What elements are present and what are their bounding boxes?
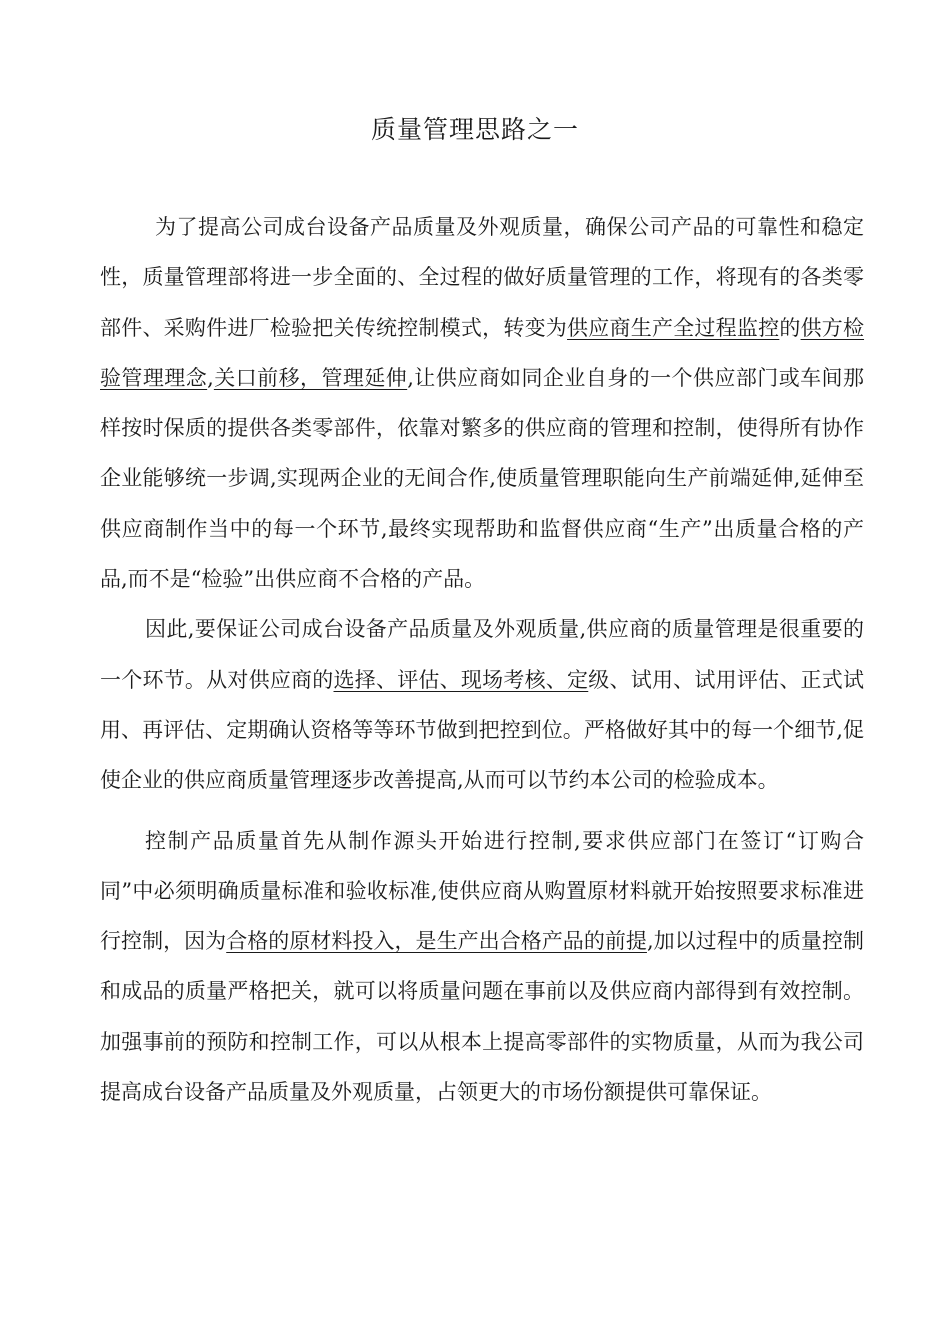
- underlined-phrase: 合格的原材料投入，是生产出合格产品的前提: [226, 929, 647, 954]
- underlined-phrase: 关口前移，管理延伸: [213, 365, 408, 390]
- paragraph-text: ,加以过程中的质量控制和成品的质量严格把关，就可以将质量问题在事前以及供应商内部得到有效控制。加强事前的预防和控制工作，可以从根本上提高零部件的实物质量，从而为我公司提高成台设备产品质量及外观质量，占领更大的市场份额提供可靠保证。: [100, 929, 864, 1105]
- paragraph-text: 的: [779, 315, 801, 340]
- paragraph-text: 级、试用、试用评估、正式试用、再评估、定期确认资格等等环节做到把控到位。严格做好其中的每一个细节,促使企业的供应商质量管理逐步改善提高,从而可以节约本公司的检验成本。: [100, 667, 865, 793]
- paragraph-2: [100, 604, 864, 805]
- paragraph-text: 因此,要保证公司成台设备产品质量及外观质量,供应商的质量管理是很重要的一个环节。从对供应商的: [100, 617, 864, 692]
- paragraph-3: [100, 816, 864, 1118]
- paragraph-1: [100, 202, 864, 604]
- underlined-phrase: 供方检验管理理念: [100, 315, 865, 390]
- document-body: [100, 202, 864, 1117]
- paragraph-text: 为了提高公司成台设备产品质量及外观质量，确保公司产品的可靠性和稳定性，质量管理部将进一步全面的、全过程的做好质量管理的工作，将现有的各类零部件、采购件进厂检验把关传统控制模式，转变为: [100, 215, 864, 340]
- paragraph-text: 控制产品质量首先从制作源头开始进行控制,要求供应部门在签订“订购合同”中必须明确质量标准和验收标准,使供应商从购置原材料就开始按照要求标准进行控制，因为: [100, 828, 864, 954]
- underlined-phrase: 供应商生产全过程监控: [567, 315, 780, 340]
- document-title: 质量管理思路之一: [370, 115, 579, 144]
- paragraph-text: ,: [207, 365, 214, 390]
- underlined-phrase: 选择、评估、现场考核、定: [333, 667, 589, 692]
- paragraph-text: ,让供应商如同企业自身的一个供应部门或车间那样按时保质的提供各类零部件，依靠对繁多的供应商的管理和控制，使得所有协作企业能够统一步调,实现两企业的无间合作,使质量管理职能向生产前端延伸,延伸至供应商制作当中的每一个环节,最终实现帮助和监督供应商“生产”出质量合格的产品,而不是“检验”出供应商不合格的产品。: [100, 365, 864, 592]
